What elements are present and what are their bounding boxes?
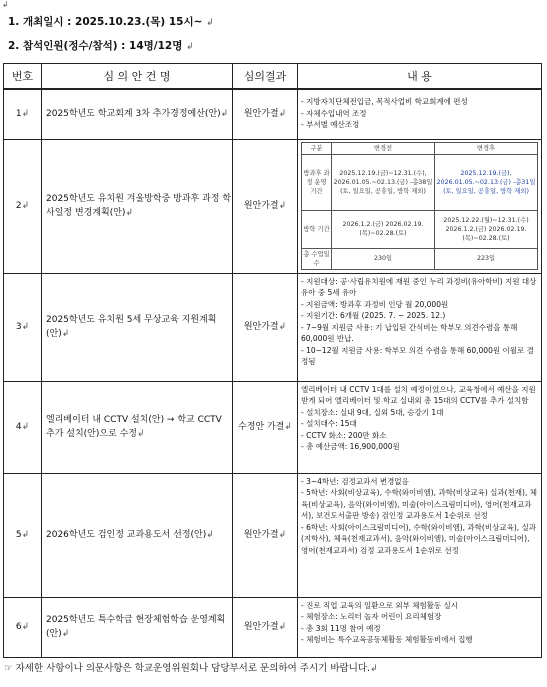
details bbox=[298, 89, 542, 139]
agenda-title: 엘리베이터 내 CCTV 설치(안) → 학교 CCTV 추가 설치(안)으로 수정↲ bbox=[42, 381, 233, 473]
agenda-title: 2025학년도 유치원 겨울방학중 방과후 과정 학사일정 변경계획(안)↲ bbox=[42, 139, 233, 273]
after-value: 2025.12.22.(월)~12.31.(수) 2026.1.2.(금) 2026.02.19.(목)~02.28.(토) bbox=[435, 210, 538, 248]
decision-result: 원안가결↲ bbox=[233, 139, 298, 273]
footer-note bbox=[4, 660, 378, 674]
return-mark-icon: ↲ bbox=[186, 42, 194, 52]
details bbox=[298, 139, 542, 273]
detail-line: - 설치장소: 실내 9대, 실외 5대, 승강기 1대 bbox=[301, 407, 444, 417]
decision-result: 수정안 가결↲ bbox=[233, 381, 298, 473]
return-mark-icon: ↲ bbox=[2, 0, 9, 9]
detail-line: - 자체수입내역 조정 bbox=[301, 108, 367, 118]
sub-header: 변경전 bbox=[332, 142, 435, 154]
column-header: 심의결과 bbox=[233, 64, 298, 90]
after-value: 223일 bbox=[435, 248, 538, 269]
row-number: 6↲ bbox=[4, 597, 42, 657]
detail-line: - CCTV 화소: 200만 화소 bbox=[301, 430, 387, 440]
decision-result: 원안가결↲ bbox=[233, 89, 298, 139]
detail-line: - 설치대수: 15대 bbox=[301, 419, 357, 428]
decision-result: 원안가결↲ bbox=[233, 597, 298, 657]
detail-line: - 총 3회 11명 참여 예정 bbox=[301, 623, 381, 633]
details bbox=[298, 273, 542, 381]
table-row bbox=[4, 473, 542, 597]
column-header: 번호 bbox=[4, 64, 42, 90]
before-value: 2026.1.2.(금) 2026.02.19.(목)~02.28.(토) bbox=[332, 210, 435, 248]
sub-label: 방학 기간 bbox=[302, 210, 332, 248]
decision-result: 원안가결↲ bbox=[233, 273, 298, 381]
sub-label: 총 수업일수 bbox=[302, 248, 332, 269]
detail-line: 엘리베이터 내 CCTV 1대를 설치 예정이었으나, 교육청에서 예산을 지원 받게 되어 엘리베이터 및 학교 실내외 총 15대의 CCTV를 추가 설치함 bbox=[301, 384, 536, 405]
detail-line: - 총 예산금액: 16,900,000원 bbox=[301, 442, 400, 451]
table-row bbox=[4, 139, 542, 273]
agenda-title: 2026학년도 검인정 교과용도서 선정(안)↲ bbox=[42, 473, 233, 597]
table-row bbox=[4, 381, 542, 473]
detail-line: - 지원대상: 공·사립유치원에 재원 중인 누리 과정비(유아학비) 지원 대상 유아 중 5세 유아 bbox=[301, 276, 537, 297]
detail-line: - 10~12월 지원금 사용: 학부모 의견 수렴을 통해 60,000원 이월로 결정됨 bbox=[301, 345, 534, 366]
attendees bbox=[8, 38, 194, 53]
agenda-title: 2025학년도 특수학급 현장체험학습 운영계획(안)↲ bbox=[42, 597, 233, 657]
detail-line: - 진로 직업 교육의 일환으로 외부 체험활동 실시 bbox=[301, 600, 459, 610]
details bbox=[298, 597, 542, 657]
after-value: 2025.12.19.(금), 2026.01.05.~02.13.(금) -총31일 (토, 일요일, 공휴일, 방학 제외) bbox=[435, 154, 538, 210]
detail-line: - 지원금액: 방과후 과정비 인당 월 20,000원 bbox=[301, 299, 449, 309]
row-number: 5↲ bbox=[4, 473, 42, 597]
detail-line: - 6학년: 사회(아이스크림미디어), 수학(와이비엠), 과학(비상교육), 실과(지학사), 체육(천재교과서), 음악(와이비엠), 미술(아이스크림미디어), 영어(천재교과서) 검정 교과용도서 1순위로 선정 bbox=[301, 522, 537, 555]
sub-header: 구분 bbox=[302, 142, 332, 154]
column-header: 심 의 안 건 명 bbox=[42, 64, 233, 90]
detail-line: - 지방자치단체전입금, 목적사업비 학교회계에 편성 bbox=[301, 97, 468, 106]
return-mark-icon: ↲ bbox=[206, 18, 214, 28]
table-row bbox=[4, 89, 542, 139]
detail-line: - 7~9월 지원금 사용: 기 납입된 간식비는 학부모 의견수렴을 통해 60,000원 반납. bbox=[301, 322, 518, 343]
meeting-date bbox=[8, 14, 214, 29]
attendees-text: 2. 참석인원(정수/참석) : 14명/12명 bbox=[8, 40, 183, 52]
decision-result: 원안가결↲ bbox=[233, 473, 298, 597]
detail-line: - 지원기간: 6개월 (2025. 7. ~ 2025. 12.) bbox=[301, 311, 446, 320]
details bbox=[298, 473, 542, 597]
row-number: 3↲ bbox=[4, 273, 42, 381]
detail-line: - 부서별 예산조정 bbox=[301, 120, 360, 129]
detail-line: - 체험장소: 노리터 놀자 어린이 요리체험장 bbox=[301, 612, 442, 621]
table-row bbox=[4, 273, 542, 381]
footer-text: ☞ 자세한 사항이나 의문사항은 학교운영위원회나 담당부서로 문의하여 주시기 바랍니다. bbox=[4, 663, 371, 674]
before-value: 230일 bbox=[332, 248, 435, 269]
row-number: 4↲ bbox=[4, 381, 42, 473]
agenda-title: 2025학년도 학교회계 3차 추가경정예산(안)↲ bbox=[42, 89, 233, 139]
meeting-date-text: 1. 개최일시 : 2025.10.23.(목) 15시~ bbox=[8, 16, 203, 28]
column-header: 내 용 bbox=[298, 64, 542, 90]
agenda-title: 2025학년도 유치원 5세 무상교육 지원계획(안)↲ bbox=[42, 273, 233, 381]
agenda-table bbox=[3, 63, 542, 658]
details bbox=[298, 381, 542, 473]
detail-line: - 3~4학년: 검정교과서 변경없음 bbox=[301, 476, 409, 486]
sub-header: 변경후 bbox=[435, 142, 538, 154]
row-number: 2↲ bbox=[4, 139, 42, 273]
sub-label: 방과후 과정 운영 기간 bbox=[302, 154, 332, 210]
table-header bbox=[4, 64, 542, 90]
return-mark-icon: ↲ bbox=[370, 664, 378, 674]
before-value: 2025.12.19.(금)~12.31.(수), 2026.01.05.~02.13.(금) -총38일 (토, 일요일, 공휴일, 방학 제외) bbox=[332, 154, 435, 210]
schedule-change-table bbox=[301, 142, 538, 270]
row-number: 1↲ bbox=[4, 89, 42, 139]
detail-line: - 5학년: 사회(비상교육), 수학(와이비엠), 과학(비상교육) 실과(천재), 체육(비상교육), 음악(와이비엠), 미술(아이스크림미디어), 영어(천재교과서), 보건도서출판 방송) 검인정 교과용도서 1순위로 선정 bbox=[301, 488, 537, 520]
detail-line: - 체험비는 특수교육공동체활동 체험활동비에서 집행 bbox=[301, 635, 473, 644]
table-row bbox=[4, 597, 542, 657]
